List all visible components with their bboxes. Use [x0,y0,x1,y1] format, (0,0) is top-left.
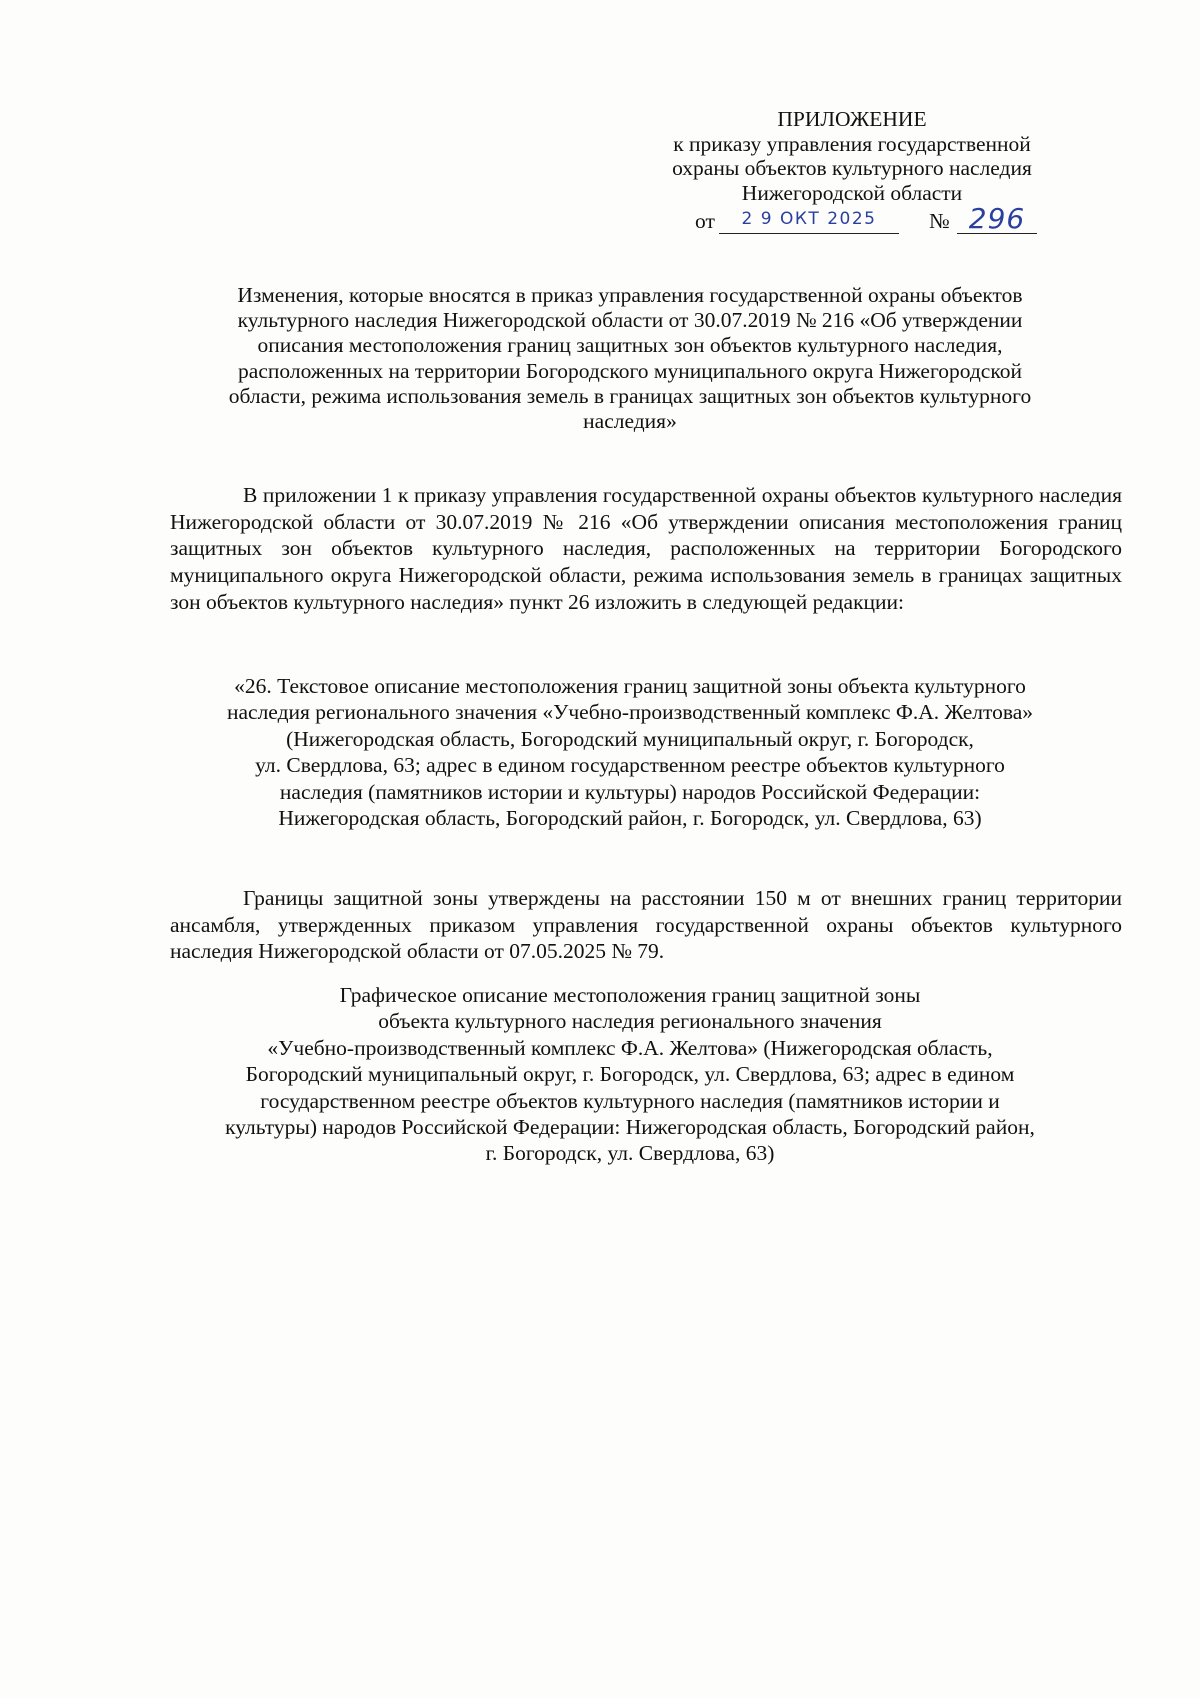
title-line: культурного наследия Нижегородской области от 30.07.2019 № 216 «Об утверждении [237,308,1023,333]
graphic-line: культуры) народов Российской Федерации: Нижегородская область, Богородский район, [225,1115,1035,1140]
item-26-line: ул. Свердлова, 63; адрес в едином государственном реестре объектов культурного [255,753,1005,778]
title-line: Изменения, которые вносятся в приказ управления государственной охраны объектов [237,283,1023,307]
item-26-line: Нижегородская область, Богородский район, г. Богородск, ул. Свердлова, 63) [278,806,982,831]
graphic-line: государственном реестре объектов культурного наследия (памятников истории и [260,1088,1000,1113]
item-26-text-description [160,673,1100,831]
graphic-line: Богородский муниципальный округ, г. Богородск, ул. Свердлова, 63; адрес в едином [245,1062,1015,1087]
header-line-3: охраны объектов культурного наследия [672,156,1032,180]
title-line: области, режима использования земель в границах защитных зон объектов культурного [228,383,1032,408]
item-26-line: (Нижегородская область, Богородский муниципальный округ, г. Богородск, [286,726,974,751]
title-line: расположенных на территории Богородского муниципального округа Нижегородской [238,358,1022,383]
header-line-4: Нижегородской области [741,180,963,205]
item-26-line: «26. Текстовое описание местоположения границ защитной зоны объекта культурного [234,674,1026,698]
graphic-line: г. Богородск, ул. Свердлова, 63) [485,1141,775,1166]
order-number-handwritten: 296 [957,205,1037,234]
amendment-paragraph: В приложении 1 к приказу управления государственной охраны объектов культурного наследия Нижегородской области от 30.07.2019 № 216 «Об утверждении описания местоположения границ защитных зон объектов культурного наследия, расположенных на территории Богородского муниципального округа Нижегородской области, режима использования земель в границах защитных зон объектов культурного наследия» пункт 26 изложить в следующей редакции: [170,483,1122,614]
boundary-paragraph: Границы защитной зоны утверждены на расстоянии 150 м от внешних границ территории ансамбля, утвержденных приказом управления государственной охраны объектов культурного наследия Нижегородской области от 07.05.2025 № 79. [170,886,1122,964]
date-number-row [620,202,1084,243]
header-line-1: ПРИЛОЖЕНИЕ [777,107,927,131]
item-26-line: наследия регионального значения «Учебно-производственный комплекс Ф.А. Желтова» [226,700,1034,725]
date-prefix: от [695,209,715,233]
graphic-line: «Учебно-производственный комплекс Ф.А. Желтова» (Нижегородская область, [267,1035,993,1060]
appendix-header [620,107,1084,243]
header-line-2: к приказу управления государственной [673,131,1031,156]
document-title [160,283,1100,434]
item-26-line: наследия (памятников истории и культуры) народов Российской Федерации: [279,779,981,804]
graphic-line: объекта культурного наследия регионального значения [378,1009,882,1034]
number-sign: № [929,209,950,233]
graphic-line: Графическое описание местоположения границ защитной зоны [339,983,921,1007]
order-date-stamp: 2 9 ОКТ 2025 [719,205,899,234]
title-line: наследия» [583,409,677,434]
graphic-description-heading [160,982,1100,1167]
title-line: описания местоположения границ защитных зон объектов культурного наследия, [257,333,1003,358]
